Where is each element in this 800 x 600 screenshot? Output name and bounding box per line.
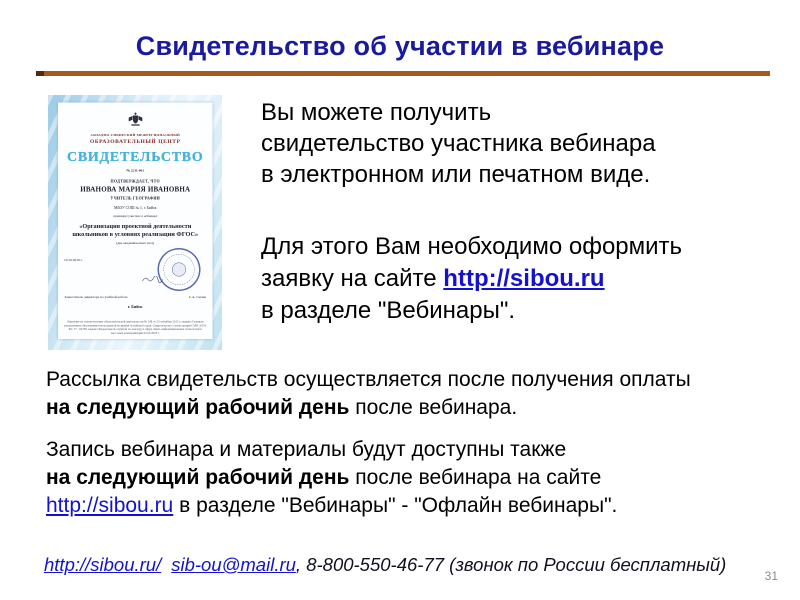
- certificate-holder-name: ИВАНОВА МАРИЯ ИВАНОВНА: [80, 186, 191, 194]
- certificate-participation-line: принял(а) участие в вебинаре: [113, 214, 158, 218]
- recording-line-3-rest: в разделе "Вебинары" - "Офлайн вебинары".: [173, 494, 618, 517]
- instruction-line-2: [261, 263, 682, 295]
- certificate-scaled-content: [48, 95, 222, 350]
- certificate-org-line1: ЗАПАДНО-СИБИРСКИЙ МЕЖРЕГИОНАЛЬНЫЙ: [90, 133, 180, 137]
- delivery-line-1: Рассылка свидетельств осуществляется после получения оплаты: [46, 368, 691, 391]
- intro-line-3: в электронном или печатном виде.: [261, 161, 651, 188]
- certificate-webinar-topic: [58, 222, 213, 238]
- sibou-site-link[interactable]: http://sibou.ru: [443, 265, 605, 292]
- certificate-holder-position: УЧИТЕЛЬ ГЕОГРАФИИ: [110, 196, 160, 201]
- certificate-date: 10.10.2016 г.: [64, 258, 83, 262]
- footer-email-link[interactable]: sib-ou@mail.ru: [171, 554, 296, 575]
- certificate-confirms-label: ПОДТВЕРЖДАЕТ, ЧТО: [110, 179, 160, 184]
- instruction-line-2-text: заявку на сайте: [261, 265, 444, 292]
- recording-line-3: [46, 492, 617, 520]
- delivery-line-2-rest: после вебинара.: [349, 396, 518, 419]
- contacts-line: [44, 554, 726, 576]
- recording-paragraph: [46, 436, 617, 520]
- certificate-image: [48, 95, 222, 350]
- footer-phone-text: , 8-800-550-46-77 (звонок по России бесплатный): [295, 554, 727, 575]
- certificate-city: г. Бийск: [127, 304, 143, 309]
- recording-line-1: Запись вебинара и материалы будут доступны также: [46, 438, 567, 461]
- certificate-signer-title: Заместитель директора по учебной работе: [64, 295, 128, 299]
- certificate-number: № 2211-001: [126, 168, 145, 173]
- certificate-page: [58, 103, 213, 340]
- certificate-topic-line1: «Организация проектной деятельности: [79, 222, 192, 230]
- instruction-paragraph: [261, 231, 682, 327]
- delivery-line-2: [46, 394, 691, 422]
- page-number: 31: [764, 569, 778, 583]
- certificate-fine-print: Лицензия на осуществление образовательной деятельности № 148 от 23 сентября 2015 г., выдана Главным управлением образования и молодежной политики Алтайского края. Свидетельство о регистрации СМИ ЭЛ № ФС 77 - 64799, выдано Федеральной службой по надзору в сфере связи, информационных технологий и массовых коммуникаций 02.02.2016 г.: [64, 320, 207, 335]
- certificate-seal-icon: [153, 244, 204, 295]
- recording-line-2-rest: после вебинара на сайте: [349, 466, 602, 489]
- certificate-signer-name: С.А. Сычев: [188, 295, 206, 299]
- certificate-hours: (два академических часа): [116, 241, 155, 245]
- title-divider: [36, 71, 770, 76]
- certificate-signer-row: [58, 295, 213, 299]
- recording-bold-text: на следующий рабочий день: [46, 466, 350, 489]
- recording-line-2: [46, 464, 617, 492]
- footer-site-link[interactable]: http://sibou.ru/: [44, 554, 162, 575]
- intro-line-1: Вы можете получить: [261, 99, 492, 126]
- certificate-topic-line2: школьников в условиях реализации ФГОС»: [72, 230, 199, 238]
- page-title: Свидетельство об участии в вебинаре: [135, 31, 665, 61]
- instruction-line-3: в разделе "Вебинары".: [261, 297, 516, 324]
- certificate-school: МБОУ СОШ № 1, г. Бийск: [114, 205, 157, 210]
- instruction-line-1: Для этого Вам необходимо оформить: [261, 233, 683, 260]
- signature-stroke-icon: [142, 276, 164, 283]
- intro-paragraph: [261, 97, 656, 190]
- intro-line-2: свидетельство участника вебинара: [261, 130, 656, 157]
- sibou-site-link-secondary[interactable]: http://sibou.ru: [46, 494, 174, 517]
- certificate-org-line2: ОБРАЗОВАТЕЛЬНЫЙ ЦЕНТР: [89, 138, 181, 145]
- certificate-doc-title: СВИДЕТЕЛЬСТВО: [66, 149, 204, 165]
- certificate-meta-row: [58, 247, 213, 295]
- delivery-paragraph: [46, 366, 691, 422]
- delivery-bold-text: на следующий рабочий день: [46, 396, 350, 419]
- certificate-emblem-icon: [58, 113, 213, 130]
